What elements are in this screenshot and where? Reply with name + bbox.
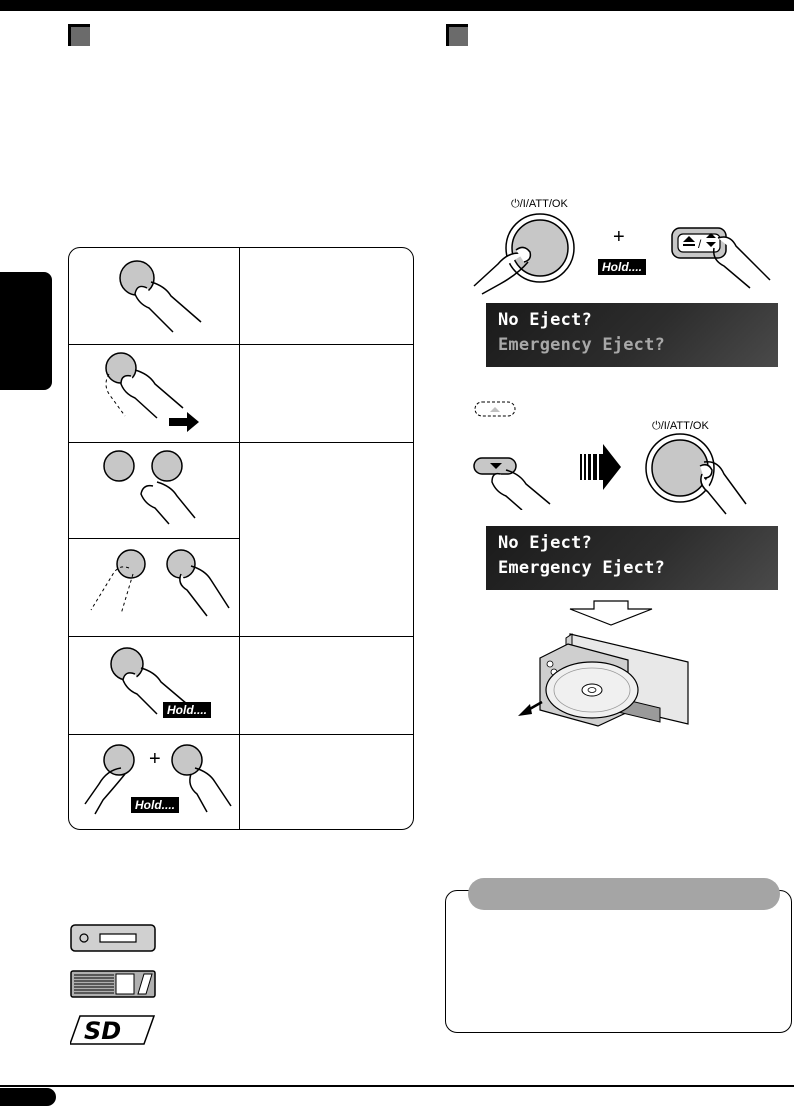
faceplate-icon — [70, 924, 156, 952]
hold-badge: Hold.... — [131, 797, 179, 813]
svg-text:/: / — [698, 237, 702, 251]
note-box — [445, 890, 792, 1033]
lcd-line-emergency-eject: Emergency Eject? — [498, 558, 665, 578]
press-illustration — [69, 248, 239, 344]
top-rule — [0, 0, 794, 11]
language-side-tab — [0, 272, 52, 390]
lcd-line-emergency-eject: Emergency Eject? — [498, 335, 665, 355]
svg-text:SD: SD — [84, 1017, 122, 1045]
lcd-display-emergency-eject-selected — [486, 526, 778, 590]
table-column-divider — [239, 248, 240, 829]
two-button-press-illustration — [69, 442, 239, 538]
power-knob-press-illustration — [468, 210, 588, 300]
hold-badge: Hold.... — [598, 259, 646, 275]
plus-sign: + — [613, 226, 625, 248]
section-marker-right — [446, 24, 468, 46]
section-marker-left — [68, 24, 90, 46]
up-button-outline-icon — [474, 401, 516, 417]
page-number-tab — [0, 1088, 56, 1106]
lcd-line-no-eject: No Eject? — [498, 533, 592, 553]
hold-illustration — [69, 636, 239, 734]
knob-label: ⏻/I/ATT/OK — [511, 198, 568, 210]
power-knob-press-illustration-2 — [640, 432, 752, 516]
bottom-rule — [0, 1085, 794, 1087]
slide-illustration — [69, 344, 239, 442]
cd-changer-icon — [70, 970, 156, 998]
down-button-press-illustration — [470, 452, 554, 510]
lcd-display-no-eject-selected — [486, 303, 778, 367]
disc-eject-illustration — [510, 628, 694, 738]
knob-label: ⏻/I/ATT/OK — [652, 420, 709, 432]
result-arrow-icon — [566, 600, 656, 626]
two-button-alternate-illustration — [69, 538, 239, 636]
eject-button-press-illustration — [666, 220, 776, 294]
hold-badge: Hold.... — [163, 702, 211, 718]
note-header-pill — [468, 878, 780, 910]
plus-sign: + — [149, 748, 161, 770]
sd-card-icon — [70, 1014, 156, 1046]
lcd-line-no-eject: No Eject? — [498, 310, 592, 330]
step-arrow-icon — [580, 444, 622, 490]
operation-table — [68, 247, 414, 830]
